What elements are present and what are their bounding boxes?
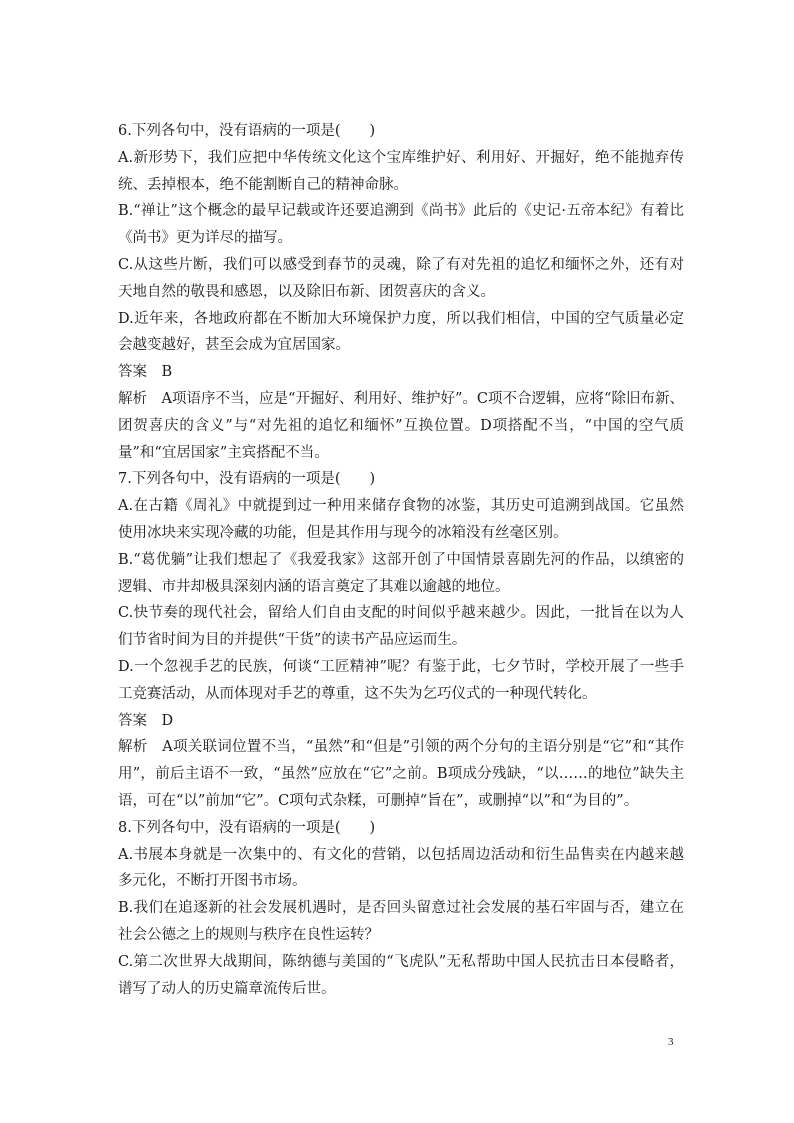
question-8-option-b: B.我们在追逐新的社会发展机遇时，是否回头留意过社会发展的基石牢固与否，建立在社会公德之上的规则与秩序在良性运转？ [118, 900, 684, 943]
question-7-option-b: B.“葛优躺”让我们想起了《我爱我家》这部开创了中国情景喜剧先河的作品，以缜密的逻辑、市井却极具深刻内涵的语言奠定了其难以逾越的地位。 [118, 551, 684, 595]
question-6-stem: 6.下列各句中，没有语病的一项是( ) [118, 123, 376, 139]
question-8-stem: 8.下列各句中，没有语病的一项是( ) [118, 819, 376, 836]
question-7-option-a: A.在古籍《周礼》中就提到过一种用来储存食物的冰鉴，其历史可追溯到战国。它虽然使用冰块来实现冷藏的功能，但是其作用与现今的冰箱没有丝毫区别。 [118, 498, 684, 541]
question-6-option-c: C.从这些片断，我们可以感受到春节的灵魂，除了有对先祖的追忆和缅怀之外，还有对天地自然的敬畏和感恩，以及除旧布新、团贺喜庆的含义。 [118, 256, 684, 300]
question-7-option-c: C.快节奏的现代社会，留给人们自由支配的时间似乎越来越少。因此，一批旨在以为人们节省时间为目的并提供“干货”的读书产品应运而生。 [118, 605, 684, 649]
question-8-option-c: C.第二次世界大战期间，陈纳德与美国的“飞虎队”无私帮助中国人民抗击日本侵略者，谱写了动人的历史篇章流传后世。 [118, 953, 684, 997]
question-7-option-d: D.一个忽视手艺的民族，何谈“工匠精神”呢？有鉴于此，七夕节时，学校开展了一些手工竞赛活动，从而体现对手艺的尊重，这不失为乞巧仪式的一种现代转化。 [118, 658, 684, 702]
page-content [118, 118, 684, 1002]
question-6-option-d: D.近年来，各地政府都在不断加大环境保护力度，所以我们相信，中国的空气质量必定会越变越好，甚至会成为宜居国家。 [118, 310, 684, 354]
question-8-option-a: A.书展本身就是一次集中的、有文化的营销，以包括周边活动和衍生品售卖在内越来越多元化，不断打开图书市场。 [118, 846, 684, 890]
question-7-answer: 答案 D [118, 712, 174, 729]
page-number: 3 [668, 1036, 674, 1048]
question-6-answer: 答案 B [118, 364, 173, 381]
question-6-option-b: B.“禅让”这个概念的最早记载或许还要追溯到《尚书》此后的《史记·五帝本纪》有着比《尚书》更为详尽的描写。 [118, 203, 684, 247]
question-6-option-a: A.新形势下，我们应把中华传统文化这个宝库维护好、利用好、开掘好，绝不能抛弃传统、丢掉根本，绝不能割断自己的精神命脉。 [118, 149, 684, 193]
question-7-analysis: 解析 A项关联词位置不当，“虽然”和“但是”引领的两个分句的主语分别是“它”和“其作用”，前后主语不一致，“虽然”应放在“它”之前。B项成分残缺，“以……的地位”缺失主语，可在“以”前加“它”。C项句式杂糅，可删掉“旨在”，或删掉“以”和“为目的”。 [118, 739, 684, 809]
question-6-analysis: 解析 A项语序不当，应是“开掘好、利用好、维护好”。C项不合逻辑，应将“除旧布新、团贺喜庆的含义”与“对先祖的追忆和缅怀”互换位置。D项搭配不当，“中国的空气质量”和“宜居国家”主宾搭配不当。 [118, 390, 684, 461]
question-7-stem: 7.下列各句中，没有语病的一项是( ) [118, 471, 376, 488]
